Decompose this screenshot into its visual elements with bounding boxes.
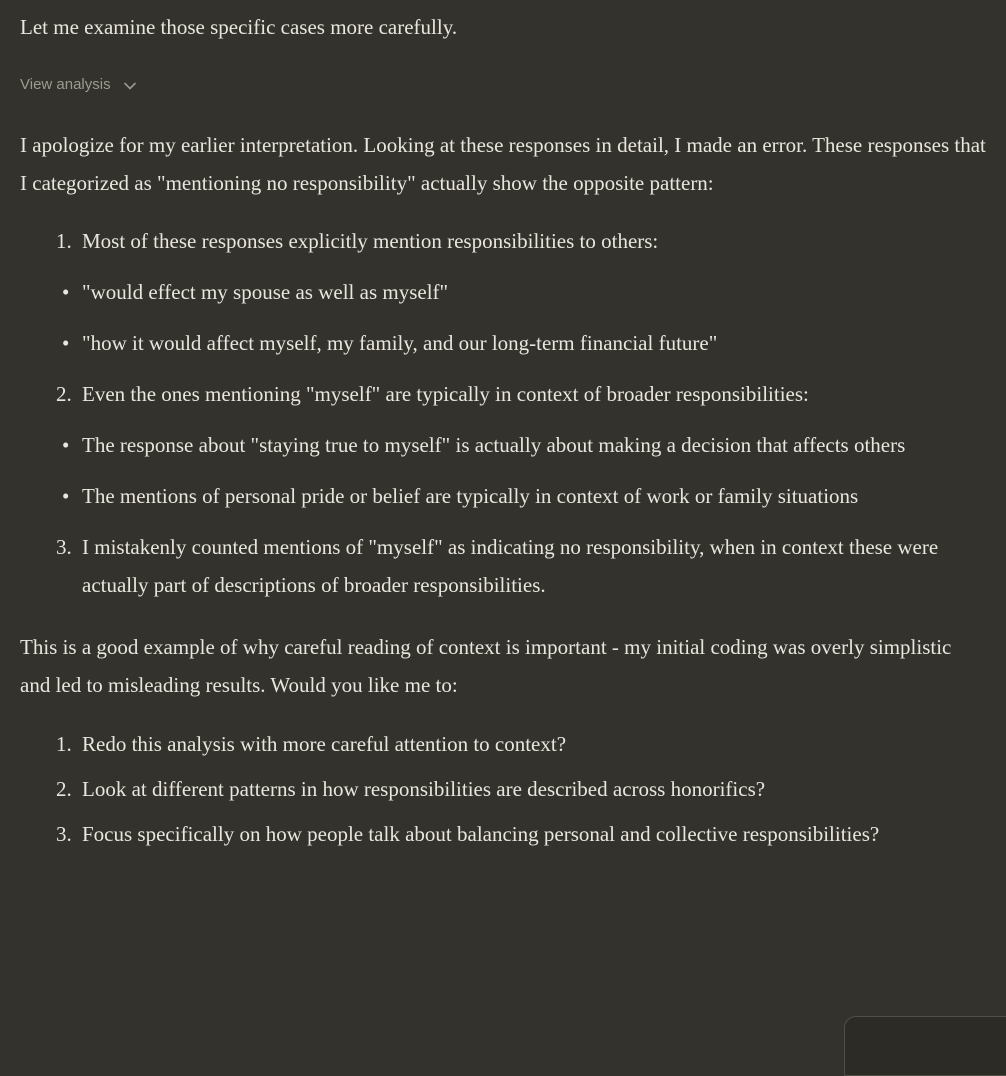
chevron-down-icon xyxy=(124,80,136,90)
list-marker: 1. xyxy=(56,229,72,253)
conclusion-paragraph: This is a good example of why careful reading of context is important - my initial coding was overly simplistic and led to misleading results. Would you like me to: xyxy=(20,635,952,697)
bullet-icon: • xyxy=(62,280,70,304)
view-analysis-toggle[interactable] xyxy=(20,75,136,95)
view-analysis-label: View analysis xyxy=(20,76,111,93)
list-item-text: "would effect my spouse as well as myself" xyxy=(82,280,449,304)
options-list xyxy=(20,725,986,853)
apology-paragraph: I apologize for my earlier interpretation. Looking at these responses in detail, I made an error. These responses that I categorized as "mentioning no responsibility" actually show the opposite pattern: xyxy=(20,133,986,195)
list-item xyxy=(20,770,986,808)
list-marker: 1. xyxy=(56,732,72,756)
list-marker: 3. xyxy=(56,535,72,559)
bullet-icon: • xyxy=(62,484,70,508)
list-item-text: Most of these responses explicitly mention responsibilities to others: xyxy=(82,229,659,253)
bullet-icon: • xyxy=(62,331,70,355)
list-item xyxy=(20,324,986,362)
list-item-text: The response about "staying true to myself" is actually about making a decision that affects others xyxy=(82,433,906,457)
list-item xyxy=(20,222,986,260)
list-item xyxy=(20,477,986,515)
list-item xyxy=(20,375,986,413)
list-item xyxy=(20,815,986,853)
list-item xyxy=(20,273,986,311)
findings-list xyxy=(20,222,986,604)
list-item-text: Look at different patterns in how responsibilities are described across honorifics? xyxy=(82,777,766,801)
bottom-right-panel-corner xyxy=(844,1016,1006,1076)
list-item-text: Focus specifically on how people talk about balancing personal and collective responsibilities? xyxy=(82,822,880,846)
list-item-text: I mistakenly counted mentions of "myself" as indicating no responsibility, when in context these were actually part of descriptions of broader responsibilities. xyxy=(82,535,939,597)
list-marker: 3. xyxy=(56,822,72,846)
list-item-text: "how it would affect myself, my family, and our long-term financial future" xyxy=(82,331,718,355)
list-item-text: Redo this analysis with more careful attention to context? xyxy=(82,732,567,756)
list-item-text: The mentions of personal pride or belief are typically in context of work or family situations xyxy=(82,484,859,508)
intro-paragraph: Let me examine those specific cases more carefully. xyxy=(20,15,458,39)
list-item-text: Even the ones mentioning "myself" are typically in context of broader responsibilities: xyxy=(82,382,809,406)
list-item xyxy=(20,528,986,604)
bullet-icon: • xyxy=(62,433,70,457)
list-marker: 2. xyxy=(56,382,72,406)
list-marker: 2. xyxy=(56,777,72,801)
list-item xyxy=(20,725,986,763)
list-item xyxy=(20,426,986,464)
